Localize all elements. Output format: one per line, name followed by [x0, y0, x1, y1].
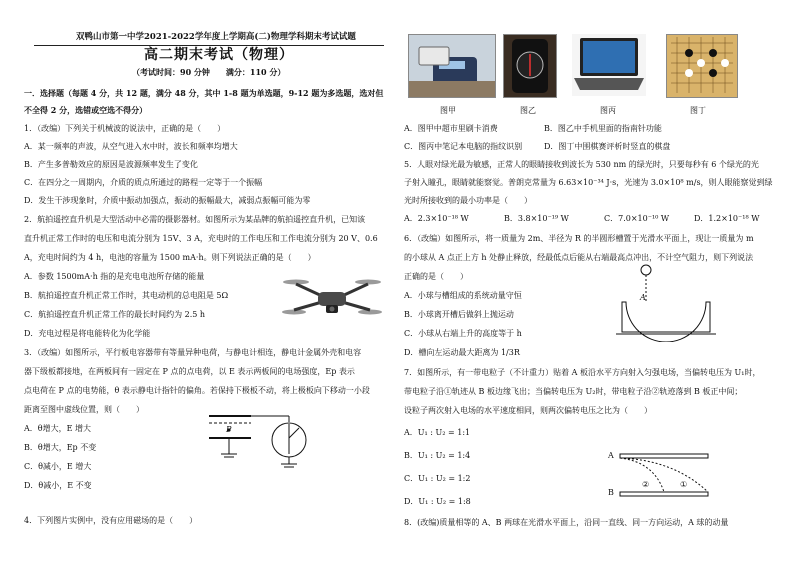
q3-stem-1: 3．（改编）如图所示，平行板电容器带有等量异种电荷，与静电计相连，静电计金属外壳和电容	[24, 348, 362, 357]
q1-stem: 1．（改编）下列关于机械波的说法中，正确的是（ ）	[24, 124, 226, 133]
q5-stem-1: 5．人眼对绿光最为敏感，正常人的眼睛接收到波长为 530 nm 的绿光时，只要每秒有 6 个绿光的光	[404, 160, 759, 169]
plate-a-label: A	[608, 451, 614, 460]
drone-image	[282, 272, 382, 330]
figure-label-3: 图丙	[600, 106, 616, 115]
q2-option-d: D．充电过程是将电能转化为化学能	[24, 329, 151, 338]
q5-option-d: D．1.2×10⁻¹⁸ W	[694, 214, 760, 223]
q4-option-d: D．图丁中围棋赛评析时竖直的棋盘	[544, 142, 671, 151]
q2-option-b: B．航拍遥控直升机正常工作时，其电动机的总电阻是 5Ω	[24, 291, 229, 300]
figure-go-board	[666, 34, 738, 98]
school-line: 双鸭山市第一中学2021-2022学年度上学期高(二)物理学科期末考试试题	[76, 32, 356, 42]
q7-option-c: C．U₁ : U₂ = 1:2	[404, 474, 471, 483]
q5-option-a: A．2.3×10⁻¹⁸ W	[404, 214, 469, 223]
q8-stem: 8．(改编)质量相等的 A、B 两球在光滑水平面上，沿同一直线、同一方向运动，A 球的动量	[404, 518, 729, 527]
figure-label-4: 图丁	[690, 106, 706, 115]
figure-label-1: 图甲	[440, 106, 456, 115]
section-heading: 一．选择题（每题 4 分，共 12 题，满分 48 分，其中 1-8 题为单选题，9-12 题为多选题，选对但	[24, 88, 384, 98]
figure-laptop	[572, 34, 646, 96]
point-a-label: A	[640, 293, 646, 302]
q2-option-a: A．参数 1500mA·h 指的是充电电池所存储的能量	[24, 272, 205, 281]
q3-option-d: D．θ减小，E 不变	[24, 481, 92, 490]
header-rule	[34, 45, 384, 46]
q2-stem-2: 直升机正常工作时的电压和电流分别为 15V、3 A，充电时的工作电压和工作电流分别为 20 V、0.6	[24, 234, 378, 243]
q7-option-d: D．U₁ : U₂ = 1:8	[404, 497, 471, 506]
q4-option-c: C．图丙中笔记本电脑的指纹识别	[404, 142, 523, 151]
q4-stem: 4．下列图片实例中，没有应用磁场的是（ ）	[24, 516, 198, 525]
q6-option-d: D．槽向左运动最大距离为 1/3R	[404, 348, 520, 357]
section-heading-2: 不全得 2 分，选错或空选不得分）	[24, 105, 148, 115]
groove-diagram	[616, 262, 716, 342]
q7-stem-3: 设粒子两次射入电场的水平速度相同，则两次偏转电压之比为（ ）	[404, 406, 652, 415]
page-title: 高二期末考试（物理）	[144, 47, 294, 63]
figure-card-reader	[408, 34, 496, 98]
plate-b-label: B	[608, 488, 614, 497]
q6-stem-2: 的小球从 A 点正上方 h 处静止释放，经最低点后能从右端最高点冲出，不计空气阻力，则下列说法	[404, 253, 754, 262]
point-p-label: P	[226, 425, 232, 434]
capacitor-diagram	[189, 408, 329, 472]
path-1-label: ①	[680, 480, 688, 489]
q3-option-a: A．θ增大，E 增大	[24, 424, 91, 433]
q6-option-a: A．小球与槽组成的系统动量守恒	[404, 291, 522, 300]
q3-stem-3: 点电荷在 P 点的电势能，θ 表示静电计指针的偏角。若保持下极板不动，将上极板向下移动一小段	[24, 386, 370, 395]
q3-stem-4: 距离至图中虚线位置，则（ ）	[24, 405, 144, 414]
q3-stem-2: 器下级板都接地，在两板间有一固定在 P 点的点电荷，以 E 表示两板间的电场强度，Ep 表示	[24, 367, 355, 376]
q6-option-c: C．小球从右端上升的高度等于 h	[404, 329, 522, 338]
q3-option-c: C．θ减小，E 增大	[24, 462, 92, 471]
q7-stem-2: 带电粒子沿①轨迹从 B 板边缘飞出；当偏转电压为 U₂时，带电粒子沿②轨迹落到 B 板正中间；	[404, 387, 743, 396]
q4-option-b: B．图乙中手机里面的指南针功能	[544, 124, 662, 133]
path-2-label: ②	[642, 480, 650, 489]
q6-stem-1: 6．（改编）如图所示，将一质量为 2m、半径为 R 的半圆形槽置于光滑水平面上，现让一质量为 m	[404, 234, 754, 243]
q5-stem-3: 光时所接收到的最小功率是（ ）	[404, 196, 532, 205]
q7-option-a: A．U₁ : U₂ = 1:1	[404, 428, 471, 437]
q2-option-c: C．航拍遥控直升机正常工作的最长时间约为 2.5 h	[24, 310, 206, 319]
q6-stem-3: 正确的是（ ）	[404, 272, 468, 281]
deflection-diagram	[614, 450, 714, 502]
q2-stem-3: A，充电时间约为 4 h，电池的容量为 1500 mA·h。则下列说法正确的是（ ）	[24, 253, 316, 262]
figure-phone-compass	[503, 34, 557, 98]
q7-option-b: B．U₁ : U₂ = 1:4	[404, 451, 471, 460]
exam-info: （考试时间：90 分钟 满分：110 分）	[132, 67, 286, 77]
q5-stem-2: 子射入瞳孔，眼睛就能察觉。普朗克常量为 6.63×10⁻³⁴ J·s，光速为 3.0×10⁸ m/s，则人眼能察觉到绿	[404, 178, 773, 187]
q1-option-a: A．某一频率的声波，从空气进入水中时，波长和频率均增大	[24, 142, 238, 151]
q1-option-c: C．在四分之一周期内，介质的质点所通过的路程一定等于一个振幅	[24, 178, 263, 187]
figure-label-2: 图乙	[520, 106, 536, 115]
q3-option-b: B．θ增大，Ep 不变	[24, 443, 97, 452]
q7-stem-1: 7．如图所示，有一带电粒子（不计重力）贴着 A 板沿水平方向射入匀强电场，当偏转电压为 U₁时，	[404, 368, 761, 377]
q1-option-b: B．产生多普勒效应的原因是波源频率发生了变化	[24, 160, 198, 169]
q1-option-d: D．发生干涉现象时，介质中振动加强点，振动的振幅最大，减弱点振幅可能为零	[24, 196, 311, 205]
q5-option-b: B．3.8×10⁻¹⁹ W	[504, 214, 569, 223]
q6-option-b: B．小球离开槽后做斜上抛运动	[404, 310, 514, 319]
q4-option-a: A．图甲中超市里刷卡消费	[404, 124, 498, 133]
q5-option-c: C．7.0×10⁻¹⁰ W	[604, 214, 670, 223]
q2-stem-1: 2．航拍遥控直升机是大型活动中必需的摄影器材。如图所示为某品牌的航拍遥控直升机，已知该	[24, 215, 366, 224]
